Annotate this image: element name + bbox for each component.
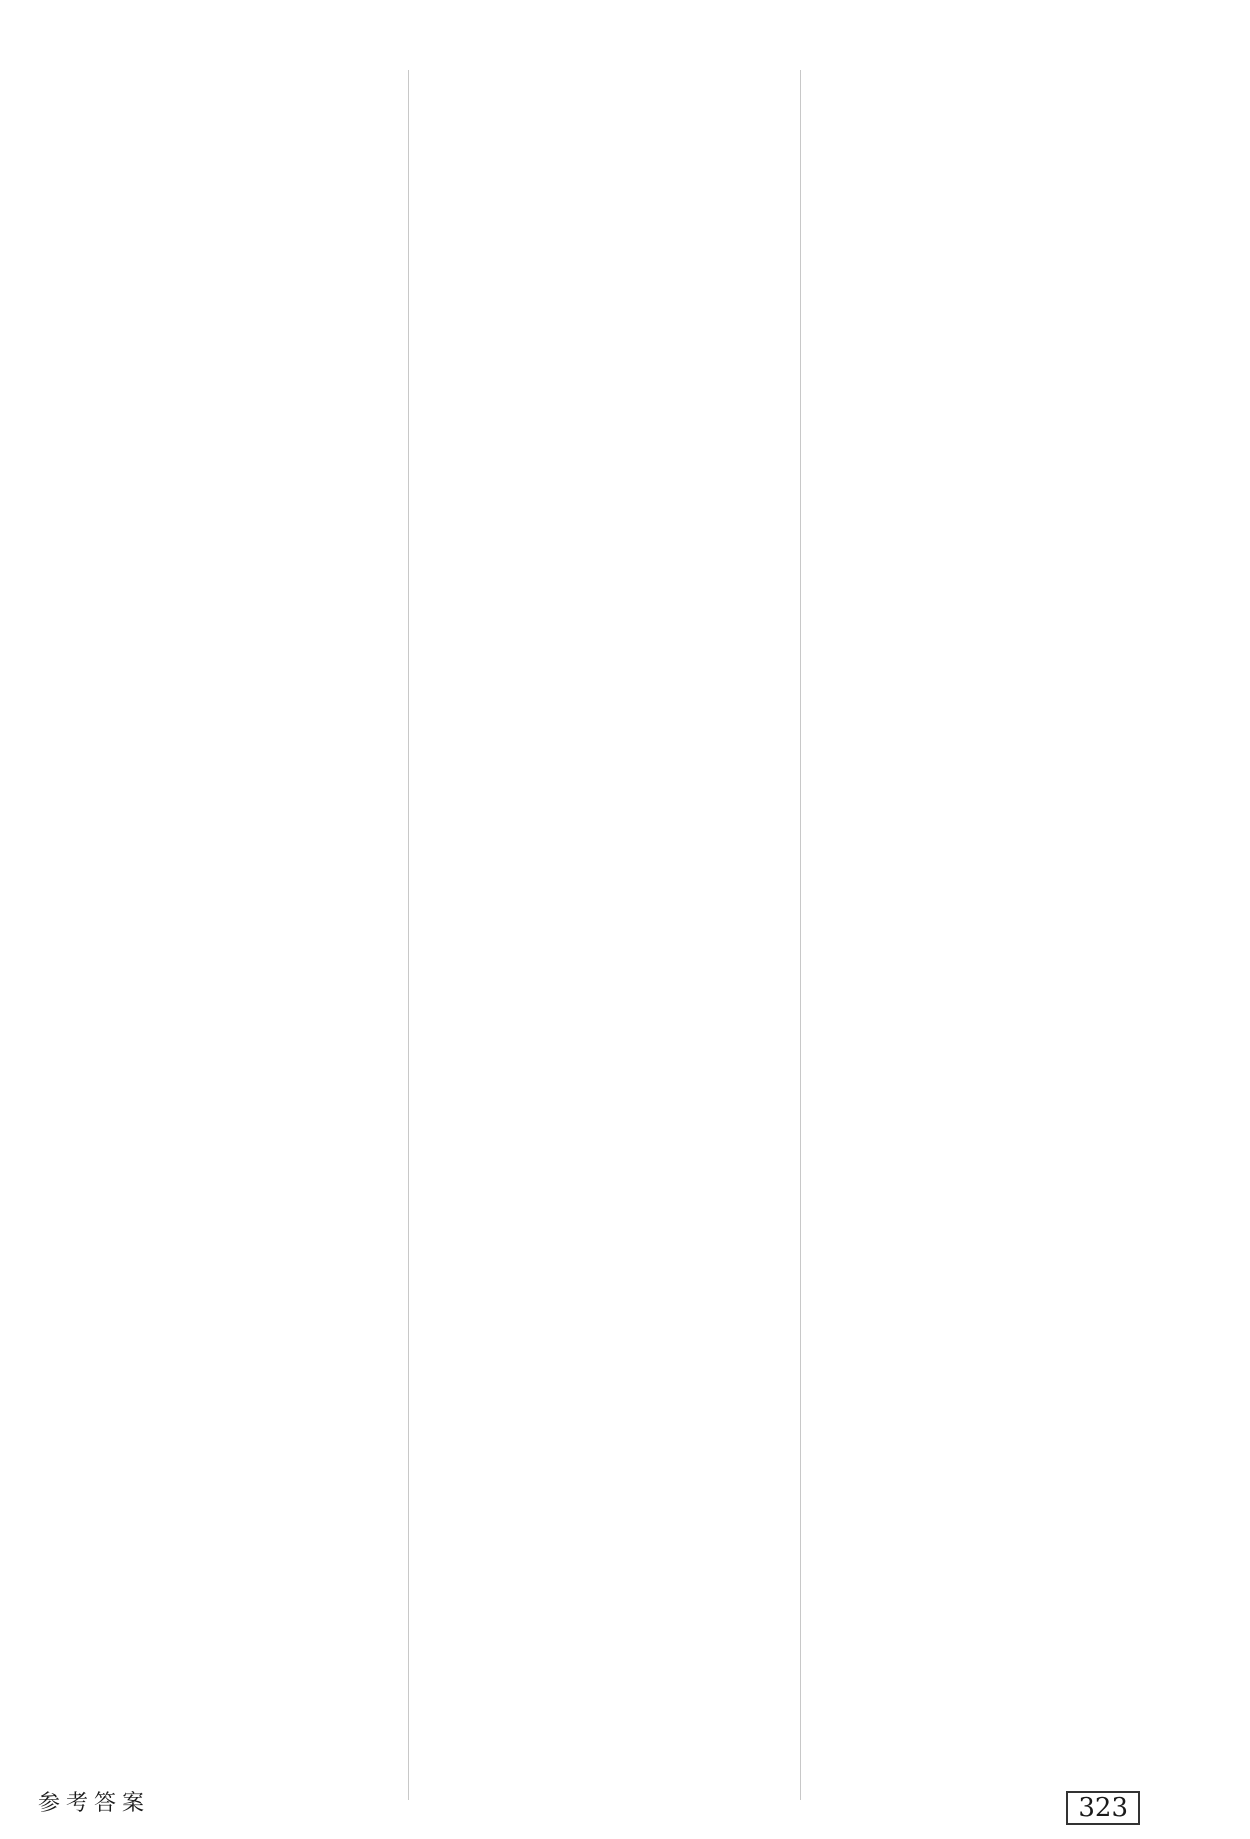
page-number: 323 bbox=[1066, 1791, 1140, 1825]
column-divider-right bbox=[800, 70, 801, 1800]
column-divider-left bbox=[408, 70, 409, 1800]
footer-label: 参考答案 bbox=[38, 1791, 151, 1816]
